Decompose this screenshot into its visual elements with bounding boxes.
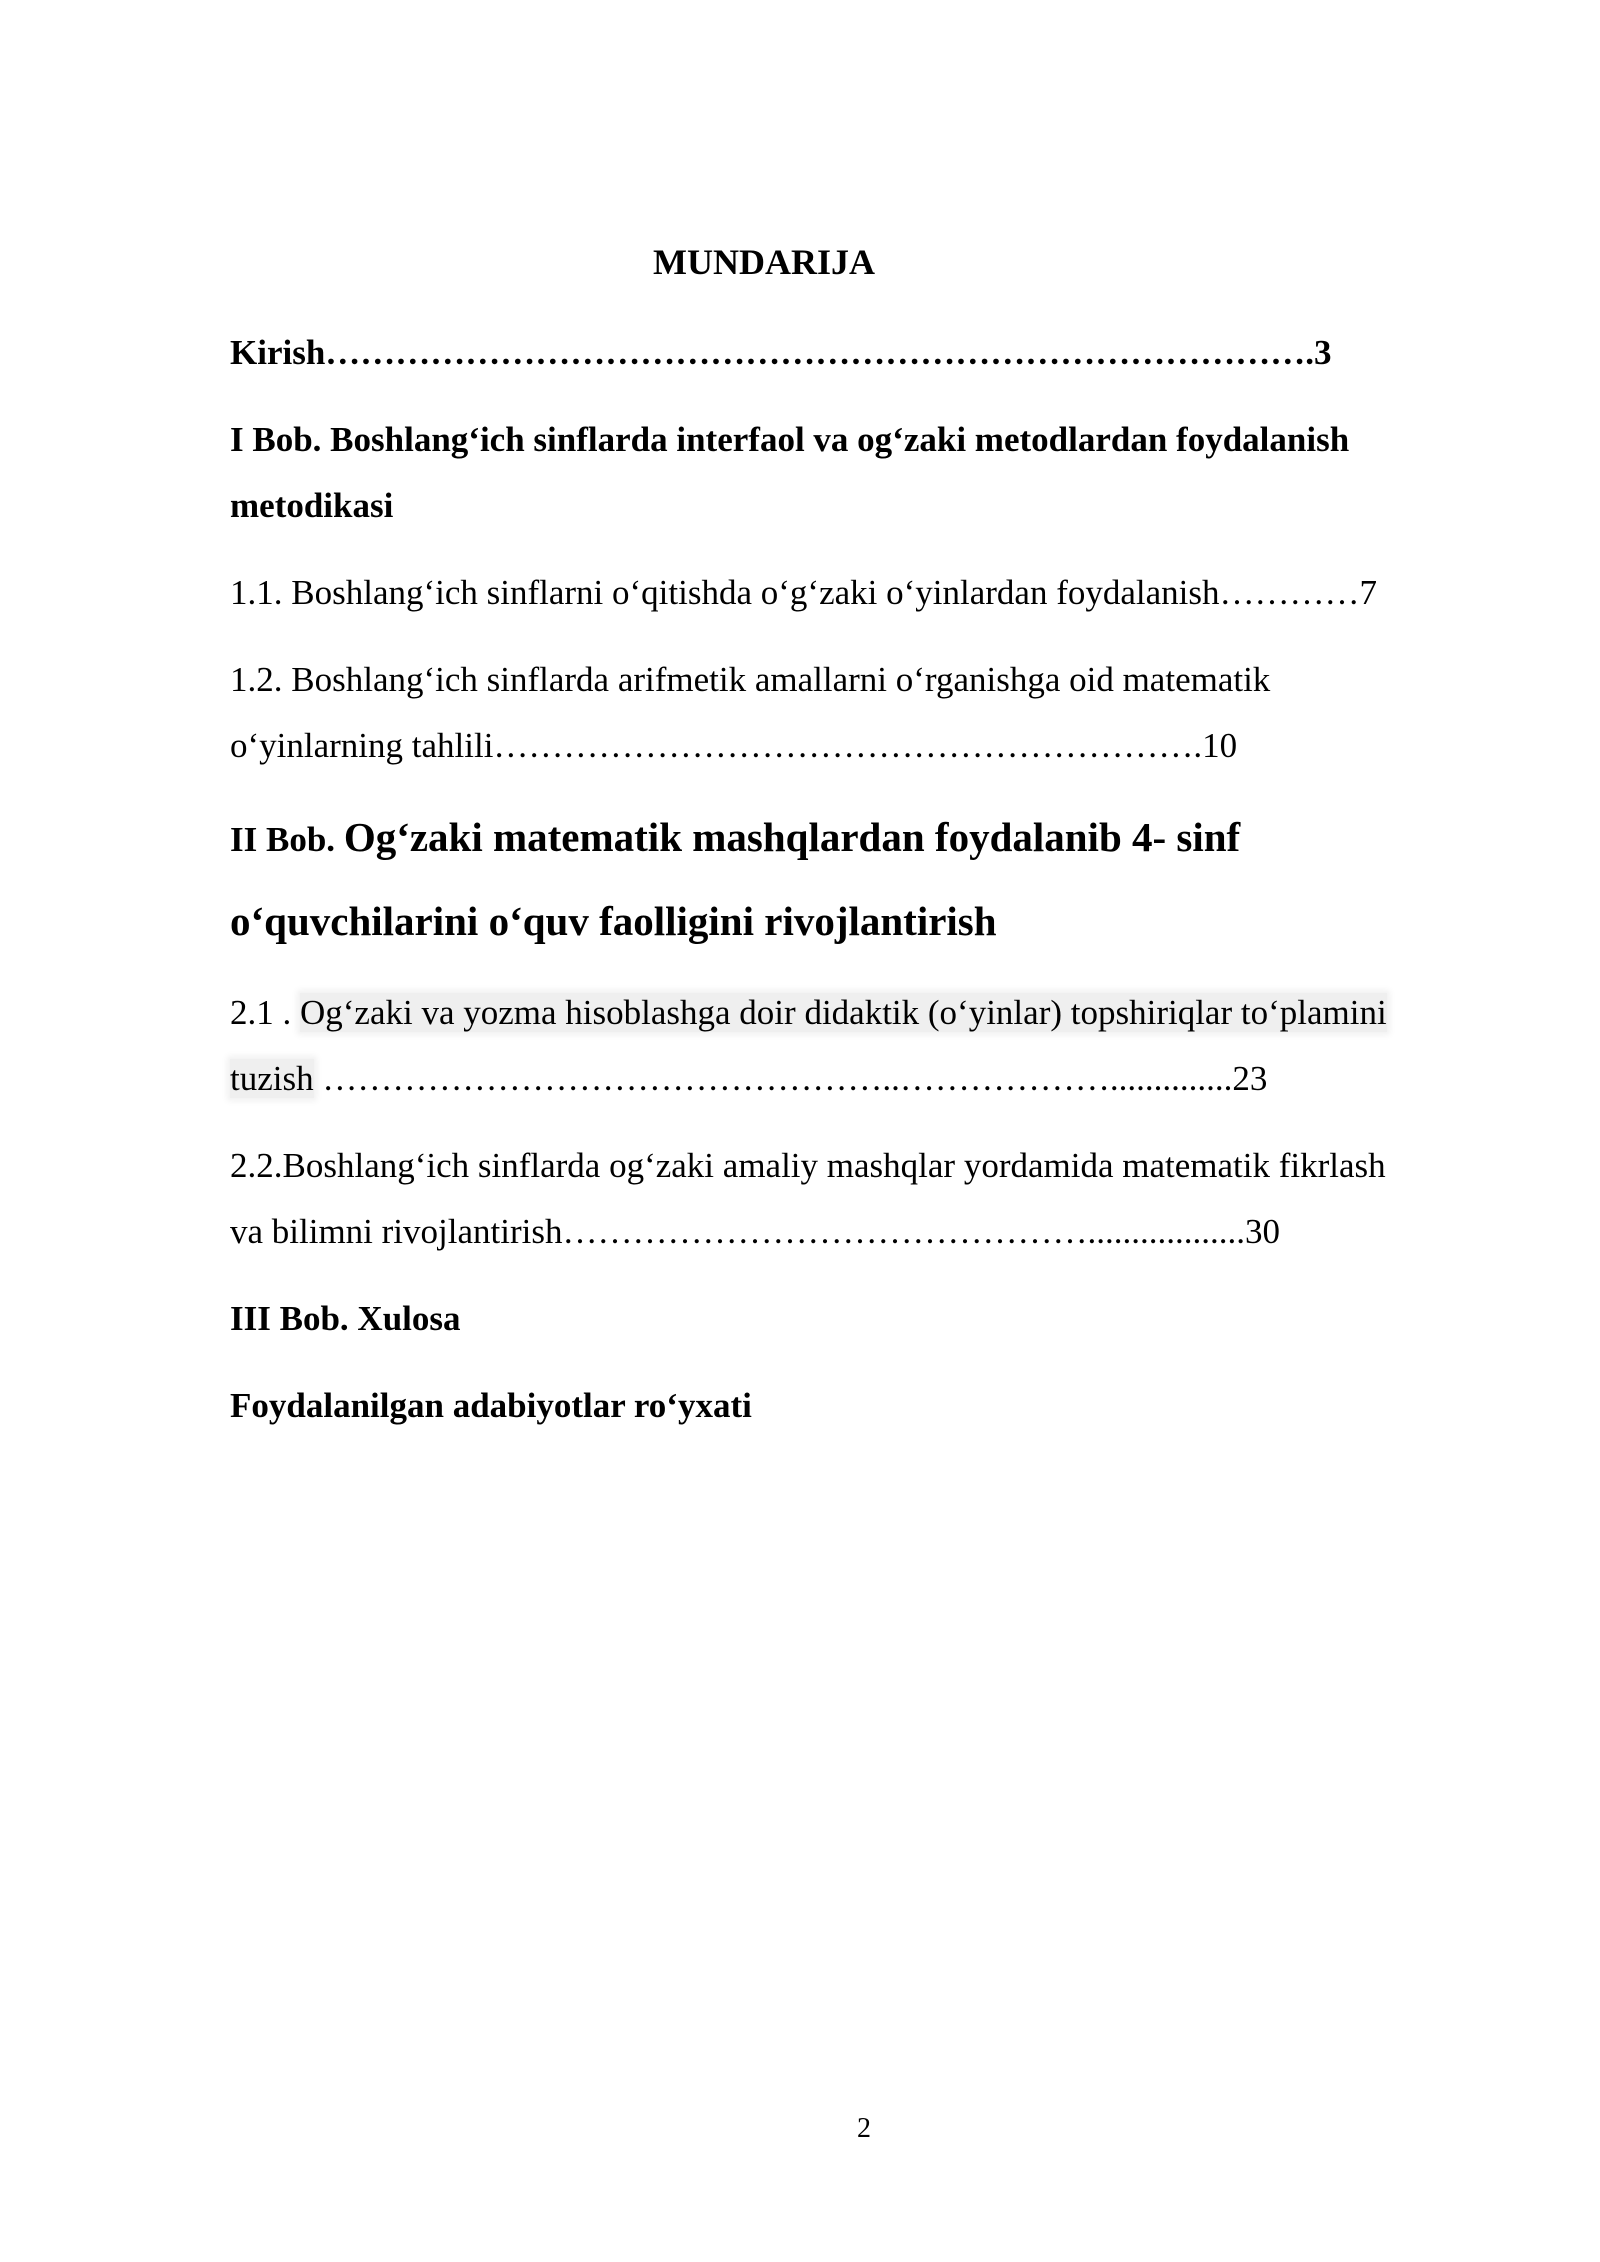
toc-entry-text: 2.2.Boshlang‘ich sinflarda og‘zaki amaliy mashqlar yordamida matematik fikrlash — [230, 1146, 1386, 1185]
toc-entry-section-2-2[interactable] — [230, 1133, 1492, 1265]
toc-entry-text: o‘yinlarning tahlili…………………………………………………….10 — [230, 726, 1238, 765]
toc-entry-text: Kirish………………………………………………………………………….3 — [230, 333, 1332, 372]
toc-entry-leader: …………………………………………..………………..............23 — [313, 1059, 1268, 1098]
toc-entry-text: Foydalanilgan adabiyotlar ro‘yxati — [230, 1386, 752, 1425]
toc-entry-chapter-2[interactable] — [230, 800, 1492, 959]
toc-heading: MUNDARIJA — [653, 242, 875, 282]
toc-entry-text: va bilimni rivojlantirish………………………………………..................30 — [230, 1212, 1280, 1251]
toc-entry-text: I Bob. Boshlang‘ich sinflarda interfaol va og‘zaki metodlardan foydalanish — [230, 420, 1350, 459]
section-number: 2.1 . — [230, 993, 300, 1032]
toc-entry-section-2-1[interactable] — [230, 980, 1492, 1112]
toc-entry-section-1-2[interactable] — [230, 647, 1492, 779]
toc-entry-text: Og‘zaki matematik mashqlardan foydalanib 4- sinf — [343, 814, 1241, 860]
highlighted-text: tuzish — [230, 1059, 314, 1098]
toc-entry-text: 1.2. Boshlang‘ich sinflarda arifmetik amallarni o‘rganishga oid matematik — [230, 660, 1271, 699]
page-number: 2 — [857, 2113, 871, 2144]
toc-entry-text: metodikasi — [230, 486, 394, 525]
table-of-contents — [230, 320, 1492, 1460]
toc-entry-chapter-3[interactable] — [230, 1286, 1492, 1352]
highlighted-text: Og‘zaki va yozma hisoblashga doir didaktik (o‘yinlar) topshiriqlar to‘plamini — [300, 993, 1387, 1032]
chapter-label: II Bob. — [230, 820, 344, 859]
toc-entry-kirish[interactable] — [230, 320, 1492, 386]
toc-entry-text: o‘quvchilarini o‘quv faolligini rivojlantirish — [230, 898, 997, 944]
toc-entry-text: 1.1. Boshlang‘ich sinflarni o‘qitishda o‘g‘zaki o‘yinlardan foydalanish…………7 — [230, 573, 1377, 612]
toc-entry-section-1-1[interactable] — [230, 560, 1492, 626]
toc-entry-references[interactable] — [230, 1373, 1492, 1439]
toc-entry-chapter-1[interactable] — [230, 407, 1492, 539]
toc-entry-text: III Bob. Xulosa — [230, 1299, 461, 1338]
